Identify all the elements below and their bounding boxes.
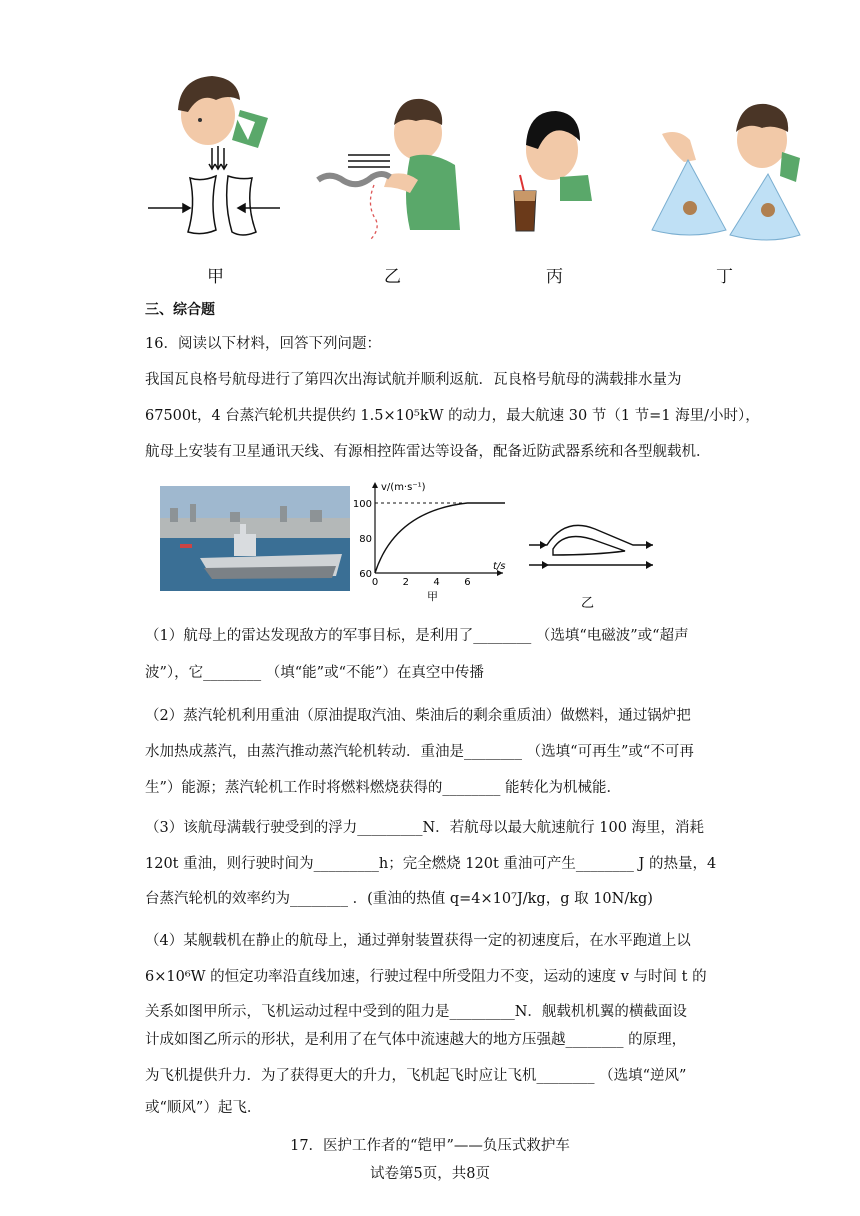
q16-p4-line-5: 为飞机提供升力．为了获得更大的升力，飞机起飞时应让飞机________ （选填“逆风”: [145, 1068, 687, 1084]
x-tick-label: 0: [371, 577, 379, 588]
boy-funnel-right-illustration: [730, 104, 800, 240]
x-tick-label: 6: [464, 577, 471, 588]
q16-material-line-1: 我国瓦良格号航母进行了第四次出海试航并顺利返航．瓦良格号航母的满载排水量为: [145, 372, 682, 388]
aircraft-carrier-photo: [160, 486, 350, 591]
boy-blowing-illustration: [384, 99, 460, 230]
q16-p2-line-3: 生”）能源；蒸汽轮机工作时将燃料燃烧获得的________ 能转化为机械能．: [145, 780, 622, 796]
page-footer: 试卷第5页，共8页: [370, 1166, 490, 1182]
figure-bing-straw-drink: [510, 105, 610, 235]
x-tick-label: 2: [402, 577, 409, 588]
q16-material-line-3: 航母上安装有卫星通讯天线、有源相控阵雷达等设备，配备近防武器系统和各型舰载机．: [145, 444, 711, 460]
boy-straw-illustration: [526, 111, 592, 201]
q16-p1-line-1: （1）航母上的雷达发现敌方的军事目标，是利用了________ （选填“电磁波”或“超声: [145, 628, 689, 644]
velocity-time-graph: [352, 478, 515, 603]
paper-strip-icon: [318, 174, 390, 184]
section-title: 三、综合题: [145, 302, 215, 318]
wing-caption: 乙: [581, 596, 595, 611]
figure-caption-ding: 丁: [716, 267, 733, 287]
hand-funnel-left-illustration: [652, 132, 726, 235]
y-tick-label: 60: [359, 569, 372, 580]
y-axis-arrow-icon: [372, 482, 378, 488]
drink-cup-icon: [514, 191, 536, 231]
q16-p2-line-1: （2）蒸汽轮机利用重油（原油提取汽油、柴油后的剩余重质油）做燃料，通过锅炉把: [145, 708, 691, 724]
figure-caption-jia: 甲: [207, 267, 224, 287]
q16-material-line-2: 67500t，4 台蒸汽轮机共提供约 1.5×10⁵kW 的动力，最大航速 30 节（1 节=1 海里/小时），: [145, 408, 760, 424]
y-tick-label: 100: [352, 499, 372, 510]
x-tick-label: 4: [433, 577, 440, 588]
figure-jia-paper-blow: [140, 70, 290, 265]
q16-p3-line-1: （3）该航母满载行驶受到的浮力_________N．若航母以最大航速航行 100 海里，消耗: [145, 820, 705, 836]
q16-intro: 16．阅读以下材料，回答下列问题：: [145, 336, 381, 352]
blow-arrows-icon: [209, 146, 227, 169]
q16-p2-line-2: 水加热成蒸汽，由蒸汽推动蒸汽轮机转动．重油是________ （选填“可再生”或“不可再: [145, 744, 694, 760]
q16-p4-line-6: 或“顺风”）起飞．: [145, 1100, 262, 1116]
q16-p4-line-1: （4）某舰载机在静止的航母上，通过弹射装置获得一定的初速度后，在水平跑道上以: [145, 933, 691, 949]
y-tick-label: 80: [359, 534, 372, 545]
boy-head-illustration: [178, 76, 268, 148]
velocity-curve: [375, 503, 505, 573]
figure-ding-funnel-ball: [650, 100, 800, 245]
figure-caption-bing: 丙: [546, 267, 563, 287]
q16-p4-line-4: 计成如图乙所示的形状，是利用了在气体中流速越大的地方压强越________ 的原理，: [145, 1032, 687, 1048]
figure-caption-yi: 乙: [384, 267, 401, 287]
paper-strip-dashed-icon: [370, 185, 377, 240]
q16-p3-line-3: 台蒸汽轮机的效率约为________ ．(重油的热值 q=4×10⁷J/kg，g 取 10N/kg): [145, 891, 653, 907]
wing-airflow-diagram: [525, 515, 660, 610]
q16-p4-line-2: 6×10⁶W 的恒定功率沿直线加速，行驶过程中所受阻力不变，运动的速度 v 与时间 t 的: [145, 969, 707, 985]
q16-p4-line-3: 关系如图甲所示，飞机运动过程中受到的阻力是_________N．舰载机机翼的横截面设: [145, 1004, 687, 1020]
figure-yi-paper-strip-blow: [310, 95, 470, 245]
q17-title: 17．医护工作者的“铠甲”——负压式救护车: [290, 1138, 570, 1154]
force-arrows-icon: [148, 204, 280, 212]
paper-sheets-icon: [188, 176, 256, 235]
air-flow-lines-icon: [348, 155, 390, 167]
y-axis-label: v/(m·s⁻¹): [381, 482, 426, 493]
x-axis-label: t/s: [493, 561, 506, 572]
graph-caption: 甲: [427, 590, 438, 603]
q16-p1-line-2: 波”），它________ （填“能”或“不能”）在真空中传播: [145, 665, 484, 681]
q16-p3-line-2: 120t 重油，则行驶时间为_________h；完全燃烧 120t 重油可产生________ J 的热量，4: [145, 856, 717, 872]
